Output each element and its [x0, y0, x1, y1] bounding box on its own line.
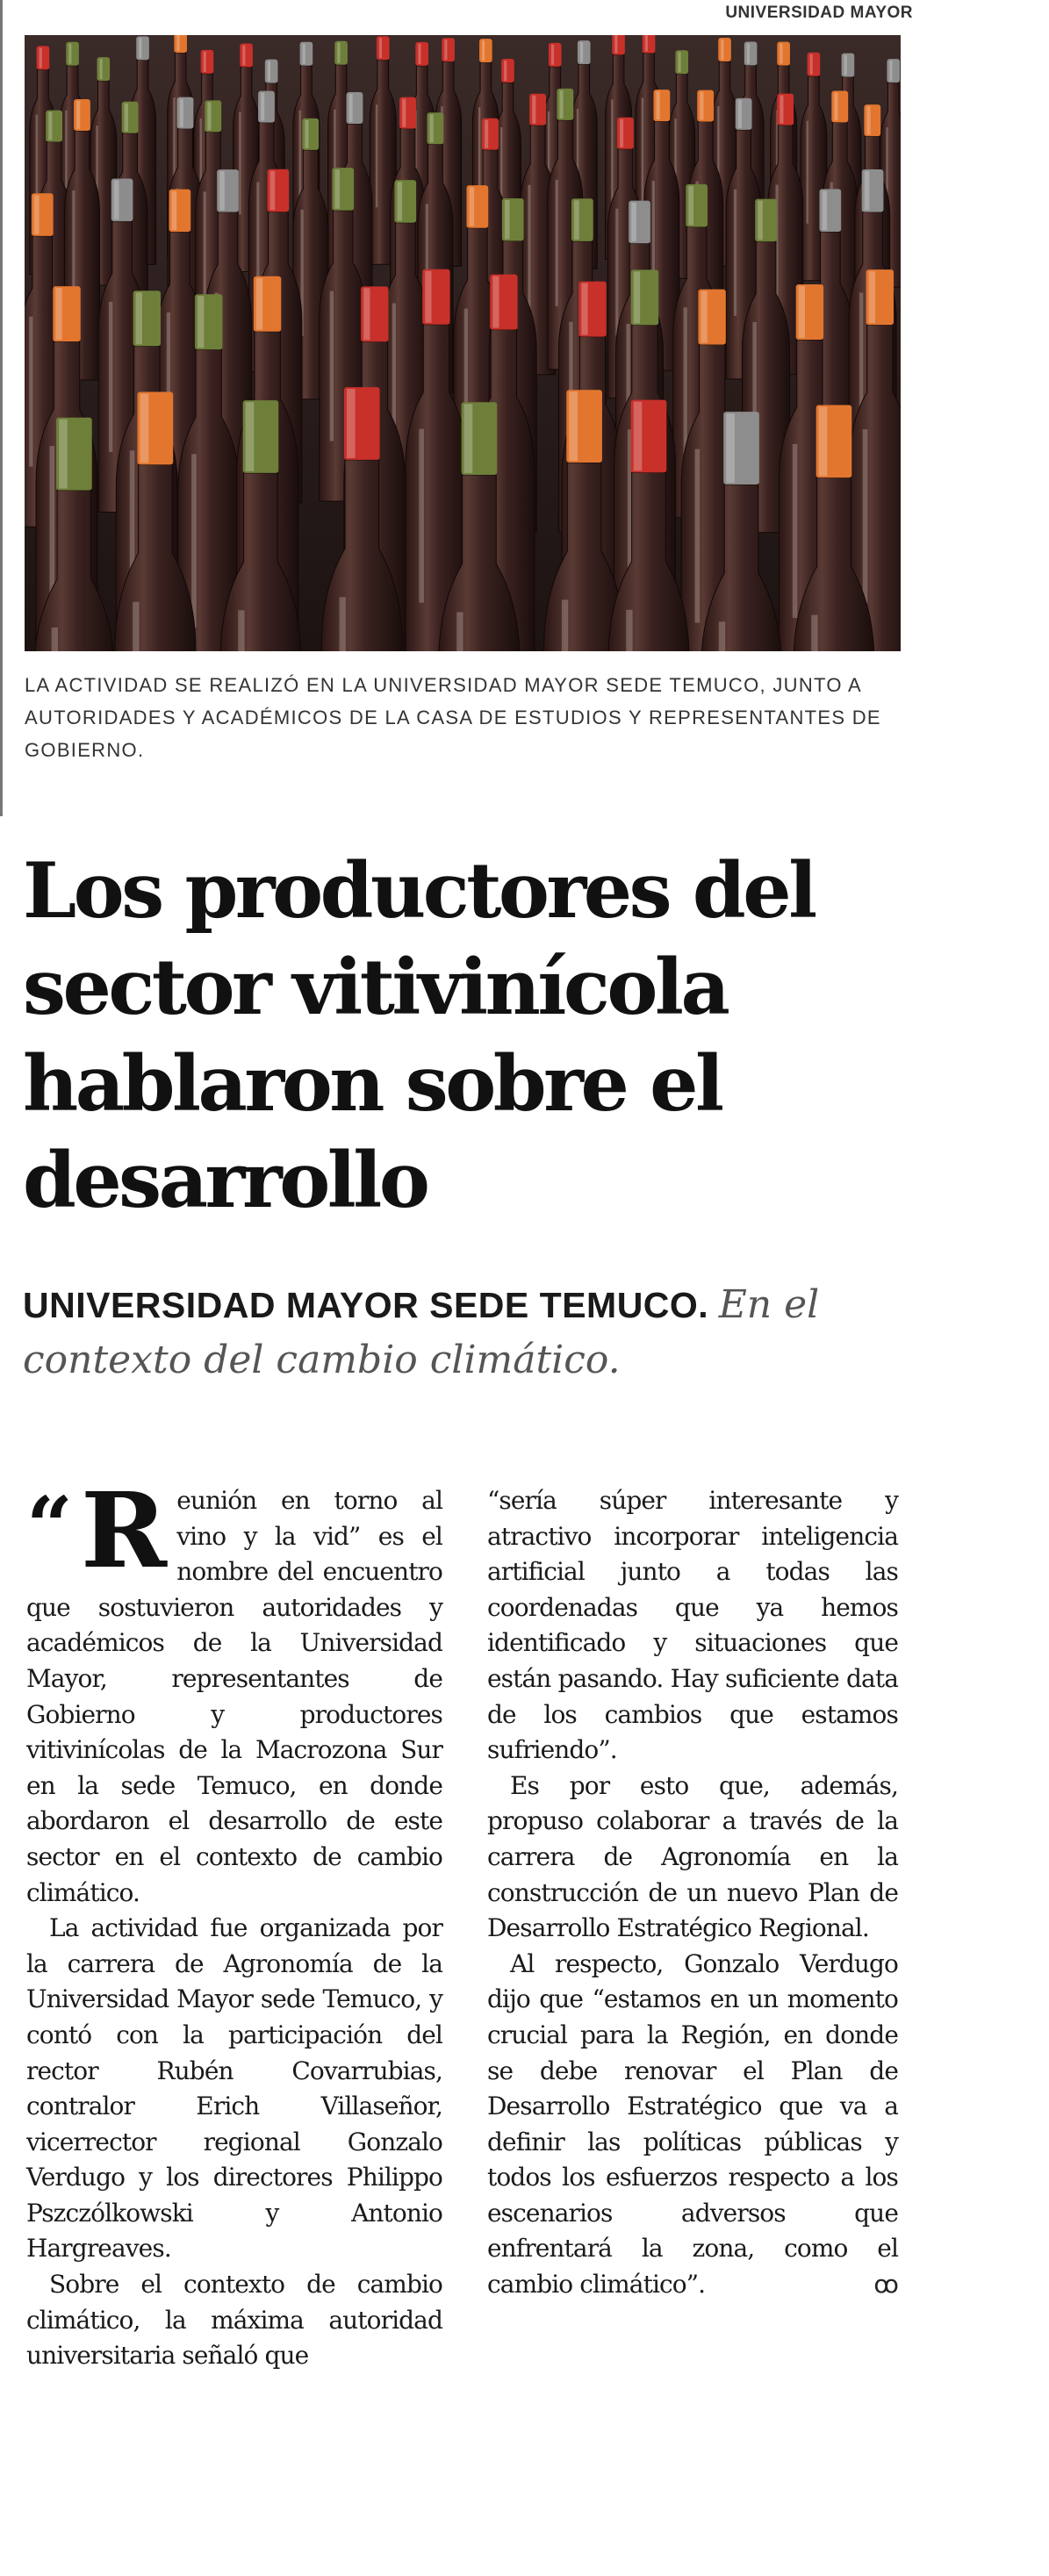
- photo-caption: LA ACTIVIDAD SE REALIZÓ EN LA UNIVERSIDAD MAYOR SEDE TEMUCO, JUNTO A AUTORIDADES Y ACADÉMICOS DE LA CASA DE ESTUDIOS Y REPRESENTANTES DE GOBIERNO.: [25, 674, 881, 761]
- column-rule: [0, 0, 3, 816]
- article-paragraph: La actividad fue organizada por la carrera de Agronomía de la Universidad Mayor sede Temuco, y contó con la participación del rector Rubén Covarrubias, contralor Erich Villaseñor, vicerrector regional Gonzalo Verdugo y los directores Philippo Pszczólkowski y Antonio Hargreaves.: [26, 1913, 442, 2264]
- headline: Los productores del sector vitivinícola hablaron sobre el desarrollo: [23, 845, 815, 1225]
- photo-credit: UNIVERSIDAD MAYOR: [725, 4, 913, 22]
- kicker: [23, 1277, 901, 1388]
- paragraph-text: Al respecto, Gonzalo Verdugo dijo que “estamos en un momento crucial para la Región, en donde se debe renovar el Plan de Desarrollo Estratégico que va a definir las políticas públicas y todos los esfuerzos respecto a los escenarios adversos que enfrentará la zona, como el cambio climático”.: [487, 1948, 898, 2300]
- article-paragraph: [487, 1947, 898, 2303]
- article-paragraph: Es por esto que, además, propuso colaborar a través de la carrera de Agronomía en la construcción de un nuevo Plan de Desarrollo Estratégico Regional.: [487, 1770, 898, 1943]
- article-paragraph: [26, 1469, 442, 1911]
- end-of-article-icon: ꝏ: [873, 2270, 898, 2300]
- article-column-left: [26, 1469, 442, 2374]
- article-paragraph: Sobre el contexto de cambio climático, la máxima autoridad universitaria señaló que: [26, 2270, 442, 2371]
- article-paragraph: “sería súper interesante y atractivo incorporar inteligencia artificial junto a todas las coordenadas que ya hemos identificado y situaciones que están pasando. Hay suficiente data de los cambios que estamos sufriendo”.: [487, 1486, 898, 1765]
- kicker-subtitle: En el contexto del cambio climático.: [23, 1282, 820, 1382]
- article-column-right: [487, 1483, 898, 2303]
- opening-quote-mark: “: [26, 1479, 73, 1574]
- drop-cap: R: [81, 1469, 167, 1591]
- wine-bottles-photo: [25, 35, 901, 651]
- paragraph-text: eunión en torno al vino y la vid” es el nombre del encuentro que sostuvieron autoridades y académicos de la Universidad Mayor, representantes de Gobierno y productores vitivinícolas de la Macrozona Sur en la sede Temuco, en donde abordaron el desarrollo de este sector en el contexto de cambio climático.: [26, 1486, 442, 1907]
- kicker-location: UNIVERSIDAD MAYOR SEDE TEMUCO.: [23, 1285, 709, 1325]
